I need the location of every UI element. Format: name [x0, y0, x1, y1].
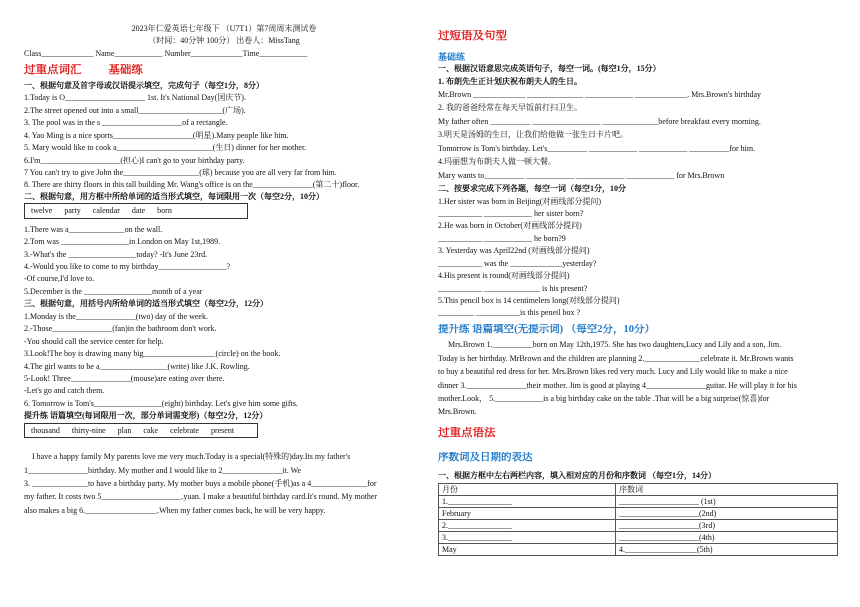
part4-tag: 提升练	[24, 411, 48, 421]
part2-questions	[24, 225, 424, 297]
table-row	[439, 544, 838, 556]
part1-questions	[24, 93, 424, 190]
table-cell: ____________________(3rd)	[616, 520, 838, 532]
part3-title-text: 提升练 语篇填空(无提示词) （每空2分，10分）	[438, 323, 655, 335]
question-line: 3.Look!The boy is drawing many big__________________(circle) on the book.	[24, 349, 281, 359]
part4-title: 一、根据方框中左右两栏内容，填入相对应的月份和序数词 （每空1分，14分）	[438, 470, 716, 480]
passage-line: 3. ______________to have a birthday party. My mother buys a mobile phone(手机)as a 4______________for	[24, 479, 377, 488]
passage-line: dinner 3._______________their mother. Jim is good at playing 4_______________guitar. He will play it for his	[438, 380, 797, 390]
question-line: 5-Look! Three_______________(mouse)are eating over there.	[24, 373, 225, 383]
table-cell: 4.__________________(5th)	[616, 544, 838, 556]
question-line: 5.December is the _________________month of a year	[24, 286, 203, 296]
question-line: Mary wants to__________ ____________ ____________ ____________ for Mrs.Brown	[438, 170, 725, 180]
table-cell: ____________________(4th)	[616, 532, 838, 544]
question-line: 1.Today is O____________________ 1st. It's National Day(国庆节).	[24, 93, 246, 103]
passage-line: also makes a big 6.__________________.When my father comes back, he will be very happy.	[24, 505, 326, 515]
question-line: 5.This pencil box is 14 centimelers long(对线部分提问)	[438, 296, 620, 306]
question-line: _________ ___________is this peneil box ?	[438, 308, 580, 318]
question-line: 3. Yesterday was April22nd (对画线部分提问)	[438, 246, 590, 256]
question-line: 1.Monday is the_______________(two) day of the week.	[24, 311, 208, 321]
question-line: 2.The street opened out into a small_____________________(广场).	[24, 105, 246, 115]
question-line: 3.明天是汤姆的生日，让我们给他做一张生日卡片吧。	[438, 130, 628, 140]
question-line: 2.Tom was _________________in London on May 1st,1989.	[24, 237, 221, 247]
question-line: 1.Her sister was born in Beijing(对画线部分提问)	[438, 196, 602, 206]
part3-title	[438, 324, 848, 336]
question-line: -You should call the service center for help.	[24, 336, 164, 346]
passage-line: my father. It costs two 5____________________.yuan. I make a beautiful birthday card.It's round. My mother	[24, 492, 378, 502]
question-line: -Of course,I'd love to.	[24, 274, 95, 284]
student-info-fields: Class_____________ Name____________ Number_____________Time____________	[24, 48, 308, 58]
section-title-text: 过重点词汇	[24, 64, 82, 77]
question-line: Mr.Brown _____________ ______________ ____________ _____________. Mrs.Brown's birthday	[438, 90, 761, 100]
table-cell: ____________________(2nd)	[616, 508, 838, 520]
question-line: 5. Mary would like to cook a________________________(生日) dinner for her mother.	[24, 143, 307, 153]
question-line: ___________ ____________ he born?9	[438, 233, 566, 243]
question-line: 4.The girl wants to be a_________________(write) like J.K. Rowling.	[24, 361, 250, 371]
table-cell: 1.________________	[439, 496, 616, 508]
part2-title: 二、按要求完成下列各题，每空一词（每空1分，10分	[438, 184, 626, 194]
table-row	[439, 508, 838, 520]
question-line: ___________ ____________ her sister born?	[438, 208, 584, 218]
question-line: 2. 我的爸爸经常在每天早饭前打扫卫生。	[438, 103, 582, 113]
table-header-cell: 月份	[439, 484, 616, 496]
passage-line: mother.Look， 5.____________is a big birthday cake on the table .That will be a big surprise(惊喜)for	[438, 394, 770, 404]
question-line: 4. Yao Ming is a nice sports____________________(明星).Many people like him.	[24, 130, 289, 140]
part1-title: 一、根据句意及首字母或汉语提示填空，完成句子（每空1分，8分）	[24, 80, 264, 90]
section-tag: 基础练	[438, 51, 466, 62]
question-line: 8. There are thirty floors in this tall building Mr. Wang's office is on the_______________(第二十)floor.	[24, 180, 360, 190]
question-line: 4.His present is round(对画线部分提问)	[438, 271, 570, 281]
question-line: My father often __________ _________________ ______________before breakfast every morning.	[438, 116, 761, 126]
table-header-row	[439, 484, 838, 496]
right-column	[438, 20, 848, 556]
question-line: 4.-Would you like to come to my birthday_________________?	[24, 262, 230, 271]
section-tag: 基础练	[108, 64, 143, 77]
table-cell: May	[439, 544, 616, 556]
month-ordinal-table	[438, 483, 838, 556]
part4-title	[24, 411, 424, 420]
question-line: 6.I'm____________________(担心)I can't go to your birthday party.	[24, 155, 245, 165]
question-line: 4.玛丽想为布朗夫人做一顿大餐。	[438, 157, 556, 167]
question-line: 6. Tomorrow is Tom's_________________(eight) birthday. Let's give him some gifts.	[24, 398, 298, 408]
question-line: 2.-Those_______________(fan)in the bathroom don't work.	[24, 324, 217, 334]
passage-line: 1_______________birthday. My mother and I would like to 2_______________it. We	[24, 465, 302, 475]
question-line: 3. The pool was in the s ____________________of a rectangle.	[24, 118, 228, 128]
word-box: twelve party calendar date born	[24, 203, 248, 218]
question-line: 2.He was born in October(对画线部分提问)	[438, 221, 582, 231]
question-line: 7 You can't try to give John the___________________(球) because you are all very far from him.	[24, 167, 337, 177]
table-cell: 2.________________	[439, 520, 616, 532]
table-header-cell: 序数词	[616, 484, 838, 496]
part3-questions	[24, 312, 424, 409]
exam-title: 2023年仁爱英语七年级下 （U7T1）第7周周末测试卷	[131, 24, 317, 33]
section-title-phrases: 过短语及句型	[438, 30, 507, 42]
question-line: 1. 布朗先生正计划庆祝布朗夫人的生日。	[438, 76, 582, 86]
part1-title: 一、根据汉语意思完成英语句子，每空一词。(每空1分，15分）	[438, 64, 661, 74]
part3-title: 三、根据句意，用括号内所给单词的适当形式填空（每空2分，12分）	[24, 299, 268, 309]
ordinal-title: 序数词及日期的表达	[438, 452, 533, 464]
question-line: Tomorrow is Tom's birthday. Let's__________ ____________ ____________ __________for him.	[438, 143, 756, 153]
table-row	[439, 532, 838, 544]
passage-line: Today is her birthday. MrBrown and the children are planning 2.______________celebrate it. Mr.Brown wants	[438, 353, 794, 363]
table-row	[439, 520, 838, 532]
part4-passage	[24, 452, 424, 515]
part4-title-text: 语篇填空(每词限用一次，部分单词需变形)（每空2分，12分）	[48, 411, 268, 421]
passage-line: I have a happy family My parents love me very much.Today is a special(特殊的)day.Its my father's	[32, 452, 351, 462]
passage-line: to buy a beautiful red dress for her. Mrs.Brown likes red very much. Lucy and Lily would like to make a nice	[438, 367, 788, 377]
part3-passage	[438, 340, 848, 417]
exam-subtitle: （时间：40分钟 100分） 出卷人：MissTang	[148, 36, 300, 46]
table-cell: 3.________________	[439, 532, 616, 544]
table-cell: February	[439, 508, 616, 520]
table-row	[439, 496, 838, 508]
passage-line: Mrs.Brown.	[438, 407, 477, 417]
question-line: -Let's go and catch them.	[24, 386, 105, 396]
section-title-vocab	[24, 64, 424, 78]
question-line: ___________ was the _____________yesterday?	[438, 258, 597, 268]
part2-questions	[438, 197, 848, 318]
question-line: ___________ ______________ is his present?	[438, 283, 588, 293]
word-box: thousand thirty-nine plan cake celebrate present	[24, 423, 258, 438]
passage-line: Mrs.Brown 1.__________born on May 12th,1975. She has two daughters,Lucy and Lily and a son, Jim.	[448, 340, 782, 350]
question-line: 3.-What's the _________________today? -It's June 23rd.	[24, 249, 208, 259]
part2-title: 二、根据句意，用方框中所给单词的适当形式填空，每词限用一次（每空2分，10分）	[24, 191, 324, 201]
question-line: 1.There was a______________on the wall.	[24, 224, 163, 234]
table-cell: ____________________ (1st)	[616, 496, 838, 508]
left-column	[24, 20, 424, 515]
grammar-title: 过重点语法	[438, 426, 496, 439]
part1-questions	[438, 77, 848, 181]
